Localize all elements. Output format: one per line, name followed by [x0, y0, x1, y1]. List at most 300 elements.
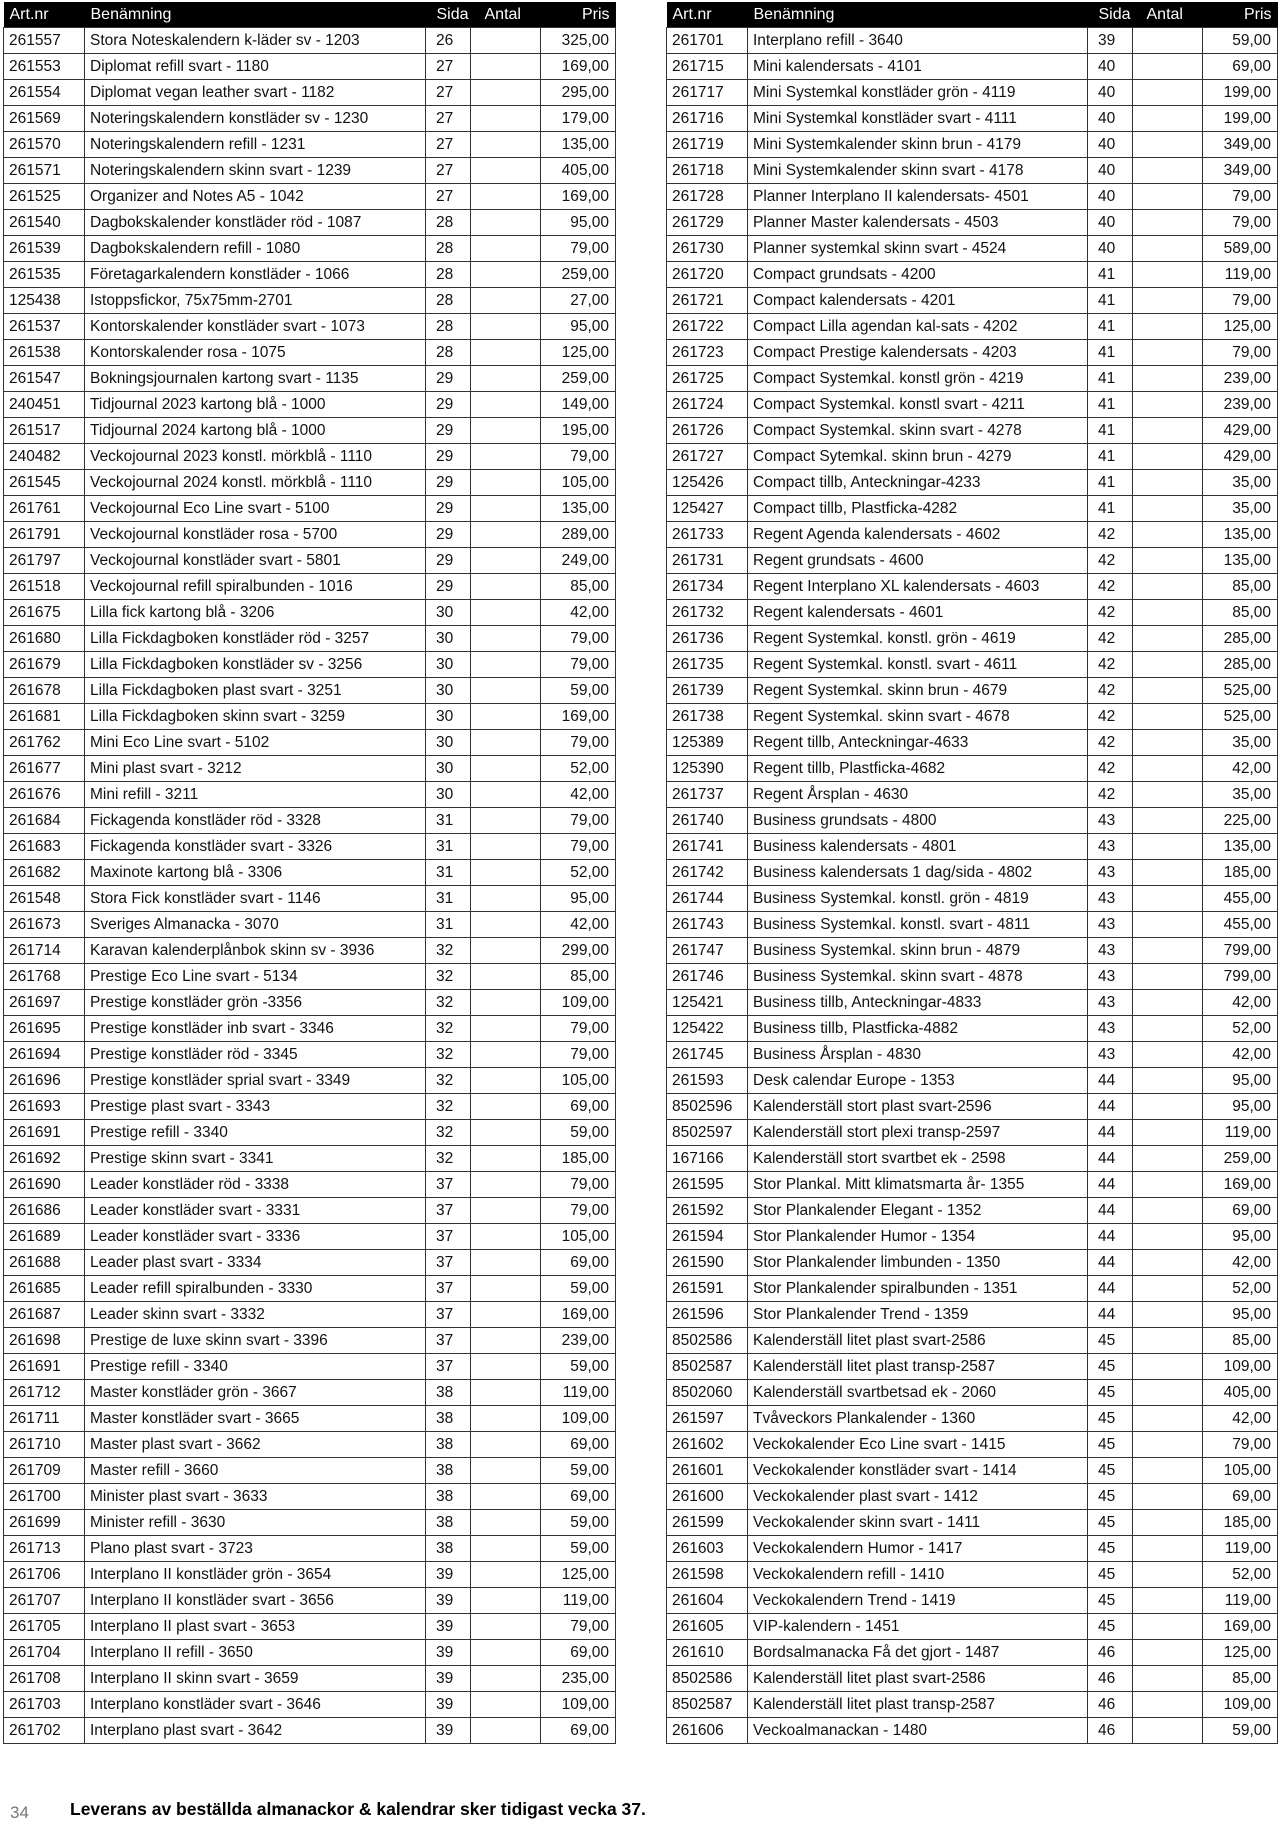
page-cell: 42	[1088, 756, 1133, 782]
art-number-cell: 125422	[667, 1016, 748, 1042]
quantity-cell	[471, 600, 541, 626]
page-cell: 30	[426, 756, 471, 782]
quantity-cell	[1133, 184, 1203, 210]
quantity-cell	[1133, 1510, 1203, 1536]
product-name-cell: Bordsalmanacka Få det gjort - 1487	[748, 1640, 1088, 1666]
price-cell: 79,00	[1203, 210, 1278, 236]
art-number-cell: 261768	[4, 964, 85, 990]
quantity-cell	[1133, 496, 1203, 522]
page-cell: 45	[1088, 1588, 1133, 1614]
table-row	[4, 912, 616, 938]
table-row	[667, 704, 1278, 730]
table-row	[4, 678, 616, 704]
product-name-cell: Interplano II konstläder grön - 3654	[85, 1562, 426, 1588]
price-cell: 79,00	[541, 1172, 616, 1198]
page-cell: 45	[1088, 1510, 1133, 1536]
art-number-cell: 261733	[667, 522, 748, 548]
quantity-cell	[471, 1250, 541, 1276]
product-name-cell: Lilla Fickdagboken skinn svart - 3259	[85, 704, 426, 730]
product-name-cell: Regent kalendersats - 4601	[748, 600, 1088, 626]
price-cell: 59,00	[541, 678, 616, 704]
header-sida: Sida	[426, 2, 471, 28]
quantity-cell	[471, 314, 541, 340]
quantity-cell	[1133, 1666, 1203, 1692]
art-number-cell: 261525	[4, 184, 85, 210]
price-cell: 199,00	[1203, 106, 1278, 132]
price-cell: 105,00	[541, 1068, 616, 1094]
quantity-cell	[1133, 834, 1203, 860]
art-number-cell: 261680	[4, 626, 85, 652]
table-row	[667, 288, 1278, 314]
price-cell: 85,00	[1203, 1328, 1278, 1354]
product-name-cell: Kalenderställ litet plast transp-2587	[748, 1354, 1088, 1380]
page-cell: 29	[426, 392, 471, 418]
table-row	[667, 236, 1278, 262]
price-cell: 79,00	[1203, 1432, 1278, 1458]
table-row	[4, 80, 616, 106]
price-cell: 135,00	[541, 496, 616, 522]
price-cell: 79,00	[541, 1614, 616, 1640]
price-cell: 405,00	[1203, 1380, 1278, 1406]
page-cell: 28	[426, 236, 471, 262]
art-number-cell: 261602	[667, 1432, 748, 1458]
page-cell: 44	[1088, 1172, 1133, 1198]
table-row	[4, 1198, 616, 1224]
product-name-cell: Stora Fick konstläder svart - 1146	[85, 886, 426, 912]
product-name-cell: Prestige konstläder sprial svart - 3349	[85, 1068, 426, 1094]
product-name-cell: Stor Plankalender Elegant - 1352	[748, 1198, 1088, 1224]
page-cell: 44	[1088, 1224, 1133, 1250]
table-row	[4, 1614, 616, 1640]
page-cell: 31	[426, 886, 471, 912]
table-row	[667, 158, 1278, 184]
table-row	[4, 1432, 616, 1458]
page-cell: 31	[426, 834, 471, 860]
page-cell: 38	[426, 1458, 471, 1484]
table-row	[4, 1172, 616, 1198]
art-number-cell: 261720	[667, 262, 748, 288]
price-cell: 35,00	[1203, 470, 1278, 496]
table-row	[667, 418, 1278, 444]
price-cell: 59,00	[541, 1510, 616, 1536]
product-name-cell: Stora Noteskalendern k-läder sv - 1203	[85, 28, 426, 54]
page-cell: 27	[426, 54, 471, 80]
page-cell: 29	[426, 548, 471, 574]
product-name-cell: Business kalendersats 1 dag/sida - 4802	[748, 860, 1088, 886]
art-number-cell: 261709	[4, 1458, 85, 1484]
art-number-cell: 261517	[4, 418, 85, 444]
table-row	[4, 964, 616, 990]
price-cell: 105,00	[541, 1224, 616, 1250]
art-number-cell: 261603	[667, 1536, 748, 1562]
table-row	[4, 1510, 616, 1536]
price-cell: 239,00	[1203, 392, 1278, 418]
quantity-cell	[471, 1354, 541, 1380]
table-row	[667, 340, 1278, 366]
product-name-cell: Veckojournal 2024 konstl. mörkblå - 1110	[85, 470, 426, 496]
table-row	[667, 964, 1278, 990]
page-cell: 43	[1088, 1042, 1133, 1068]
art-number-cell: 8502586	[667, 1328, 748, 1354]
quantity-cell	[1133, 704, 1203, 730]
quantity-cell	[1133, 1120, 1203, 1146]
product-name-cell: Business kalendersats - 4801	[748, 834, 1088, 860]
page-cell: 45	[1088, 1328, 1133, 1354]
product-name-cell: Tvåveckors Plankalender - 1360	[748, 1406, 1088, 1432]
price-cell: 149,00	[541, 392, 616, 418]
art-number-cell: 261745	[667, 1042, 748, 1068]
art-number-cell: 261600	[667, 1484, 748, 1510]
quantity-cell	[471, 444, 541, 470]
art-number-cell: 261571	[4, 158, 85, 184]
page-cell: 42	[1088, 522, 1133, 548]
art-number-cell: 8502596	[667, 1094, 748, 1120]
quantity-cell	[471, 1666, 541, 1692]
price-cell: 195,00	[541, 418, 616, 444]
quantity-cell	[1133, 808, 1203, 834]
price-cell: 52,00	[1203, 1016, 1278, 1042]
quantity-cell	[471, 1640, 541, 1666]
price-cell: 119,00	[1203, 1588, 1278, 1614]
page-cell: 45	[1088, 1614, 1133, 1640]
table-row	[4, 340, 616, 366]
price-cell: 85,00	[1203, 600, 1278, 626]
header-antal: Antal	[471, 2, 541, 28]
quantity-cell	[1133, 1458, 1203, 1484]
quantity-cell	[1133, 1042, 1203, 1068]
price-cell: 249,00	[541, 548, 616, 574]
product-name-cell: Compact tillb, Plastficka-4282	[748, 496, 1088, 522]
art-number-cell: 261729	[667, 210, 748, 236]
table-row	[667, 1276, 1278, 1302]
table-row	[4, 886, 616, 912]
table-row	[667, 808, 1278, 834]
table-row	[4, 1276, 616, 1302]
product-name-cell: Business grundsats - 4800	[748, 808, 1088, 834]
price-cell: 59,00	[541, 1354, 616, 1380]
table-row	[4, 1224, 616, 1250]
quantity-cell	[1133, 574, 1203, 600]
page-cell: 29	[426, 470, 471, 496]
product-name-cell: Prestige skinn svart - 3341	[85, 1146, 426, 1172]
art-number-cell: 261595	[667, 1172, 748, 1198]
product-name-cell: Planner Master kalendersats - 4503	[748, 210, 1088, 236]
product-name-cell: Prestige de luxe skinn svart - 3396	[85, 1328, 426, 1354]
page-cell: 40	[1088, 106, 1133, 132]
art-number-cell: 261762	[4, 730, 85, 756]
quantity-cell	[471, 860, 541, 886]
table-row	[667, 80, 1278, 106]
table-row	[4, 314, 616, 340]
price-cell: 69,00	[541, 1094, 616, 1120]
quantity-cell	[471, 1510, 541, 1536]
price-cell: 69,00	[541, 1640, 616, 1666]
page-cell: 38	[426, 1380, 471, 1406]
quantity-cell	[1133, 1276, 1203, 1302]
quantity-cell	[1133, 80, 1203, 106]
page-cell: 44	[1088, 1276, 1133, 1302]
page-cell: 40	[1088, 80, 1133, 106]
page-cell: 29	[426, 444, 471, 470]
table-row	[667, 392, 1278, 418]
table-row	[667, 1120, 1278, 1146]
quantity-cell	[471, 418, 541, 444]
table-row	[4, 184, 616, 210]
art-number-cell: 261695	[4, 1016, 85, 1042]
page-cell: 44	[1088, 1146, 1133, 1172]
price-cell: 259,00	[541, 262, 616, 288]
product-name-cell: Interplano II refill - 3650	[85, 1640, 426, 1666]
table-row	[667, 1406, 1278, 1432]
quantity-cell	[471, 340, 541, 366]
product-table-right	[666, 2, 1278, 1744]
table-row	[667, 1718, 1278, 1744]
table-row	[4, 938, 616, 964]
page-cell: 45	[1088, 1484, 1133, 1510]
price-cell: 35,00	[1203, 730, 1278, 756]
quantity-cell	[471, 886, 541, 912]
price-cell: 285,00	[1203, 652, 1278, 678]
quantity-cell	[1133, 1250, 1203, 1276]
quantity-cell	[1133, 54, 1203, 80]
price-cell: 135,00	[1203, 548, 1278, 574]
page-cell: 26	[426, 28, 471, 54]
table-row	[667, 730, 1278, 756]
table-row	[4, 652, 616, 678]
price-cell: 79,00	[541, 808, 616, 834]
price-cell: 79,00	[541, 834, 616, 860]
page-cell: 38	[426, 1406, 471, 1432]
table-row	[4, 470, 616, 496]
quantity-cell	[471, 236, 541, 262]
price-cell: 199,00	[1203, 80, 1278, 106]
table-row	[667, 184, 1278, 210]
page-cell: 32	[426, 938, 471, 964]
art-number-cell: 261722	[667, 314, 748, 340]
product-name-cell: Dagbokskalendern refill - 1080	[85, 236, 426, 262]
product-name-cell: Compact Systemkal. konstl svart - 4211	[748, 392, 1088, 418]
art-number-cell: 261599	[667, 1510, 748, 1536]
product-name-cell: Interplano II skinn svart - 3659	[85, 1666, 426, 1692]
table-row	[667, 1588, 1278, 1614]
price-cell: 59,00	[541, 1120, 616, 1146]
art-number-cell: 125421	[667, 990, 748, 1016]
art-number-cell: 261706	[4, 1562, 85, 1588]
table-row	[4, 418, 616, 444]
product-name-cell: Karavan kalenderplånbok skinn sv - 3936	[85, 938, 426, 964]
product-name-cell: Dagbokskalender konstläder röd - 1087	[85, 210, 426, 236]
table-row	[4, 236, 616, 262]
product-name-cell: Interplano refill - 3640	[748, 28, 1088, 54]
product-name-cell: Prestige refill - 3340	[85, 1120, 426, 1146]
art-number-cell: 261740	[667, 808, 748, 834]
art-number-cell: 261594	[667, 1224, 748, 1250]
product-name-cell: Prestige plast svart - 3343	[85, 1094, 426, 1120]
art-number-cell: 261710	[4, 1432, 85, 1458]
product-name-cell: Planner Interplano II kalendersats- 4501	[748, 184, 1088, 210]
page-cell: 27	[426, 80, 471, 106]
art-number-cell: 261548	[4, 886, 85, 912]
table-row	[4, 1146, 616, 1172]
product-name-cell: Regent Interplano XL kalendersats - 4603	[748, 574, 1088, 600]
quantity-cell	[1133, 418, 1203, 444]
table-row	[4, 1640, 616, 1666]
product-name-cell: Veckojournal Eco Line svart - 5100	[85, 496, 426, 522]
art-number-cell: 261675	[4, 600, 85, 626]
product-name-cell: Stor Plankalender Trend - 1359	[748, 1302, 1088, 1328]
table-row	[667, 1692, 1278, 1718]
table-row	[667, 626, 1278, 652]
price-cell: 42,00	[541, 782, 616, 808]
table-row	[4, 1250, 616, 1276]
page-cell: 31	[426, 860, 471, 886]
page-cell: 43	[1088, 938, 1133, 964]
art-number-cell: 261723	[667, 340, 748, 366]
page-cell: 39	[426, 1640, 471, 1666]
header-name: Benämning	[85, 2, 426, 28]
quantity-cell	[471, 80, 541, 106]
product-name-cell: Prestige konstläder inb svart - 3346	[85, 1016, 426, 1042]
quantity-cell	[1133, 288, 1203, 314]
product-name-cell: VIP-kalendern - 1451	[748, 1614, 1088, 1640]
art-number-cell: 261691	[4, 1354, 85, 1380]
quantity-cell	[471, 782, 541, 808]
page-cell: 43	[1088, 912, 1133, 938]
product-name-cell: Lilla Fickdagboken plast svart - 3251	[85, 678, 426, 704]
page-cell: 32	[426, 964, 471, 990]
product-name-cell: Business Systemkal. konstl. grön - 4819	[748, 886, 1088, 912]
art-number-cell: 261537	[4, 314, 85, 340]
page-cell: 46	[1088, 1640, 1133, 1666]
price-cell: 95,00	[1203, 1302, 1278, 1328]
table-row	[4, 444, 616, 470]
product-name-cell: Veckokalender skinn svart - 1411	[748, 1510, 1088, 1536]
table-row	[667, 990, 1278, 1016]
price-cell: 109,00	[541, 1692, 616, 1718]
quantity-cell	[471, 730, 541, 756]
product-name-cell: Fickagenda konstläder röd - 3328	[85, 808, 426, 834]
art-number-cell: 261698	[4, 1328, 85, 1354]
quantity-cell	[471, 1016, 541, 1042]
quantity-cell	[1133, 236, 1203, 262]
price-cell: 125,00	[541, 1562, 616, 1588]
price-cell: 42,00	[1203, 990, 1278, 1016]
table-row	[667, 262, 1278, 288]
price-cell: 119,00	[1203, 1536, 1278, 1562]
art-number-cell: 261742	[667, 860, 748, 886]
quantity-cell	[471, 1406, 541, 1432]
art-number-cell: 125389	[667, 730, 748, 756]
art-number-cell: 125427	[667, 496, 748, 522]
table-row	[667, 444, 1278, 470]
quantity-cell	[1133, 1328, 1203, 1354]
price-cell: 109,00	[541, 990, 616, 1016]
table-row	[667, 1042, 1278, 1068]
table-row	[4, 782, 616, 808]
price-cell: 69,00	[1203, 54, 1278, 80]
art-number-cell: 261540	[4, 210, 85, 236]
price-cell: 79,00	[541, 1042, 616, 1068]
price-cell: 455,00	[1203, 886, 1278, 912]
page-cell: 41	[1088, 262, 1133, 288]
page-cell: 38	[426, 1536, 471, 1562]
page-cell: 45	[1088, 1458, 1133, 1484]
page-cell: 46	[1088, 1666, 1133, 1692]
art-number-cell: 261721	[667, 288, 748, 314]
product-name-cell: Regent tillb, Anteckningar-4633	[748, 730, 1088, 756]
table-row	[4, 1666, 616, 1692]
page-cell: 41	[1088, 314, 1133, 340]
price-cell: 119,00	[541, 1380, 616, 1406]
table-row	[667, 1224, 1278, 1250]
quantity-cell	[1133, 1302, 1203, 1328]
art-number-cell: 261692	[4, 1146, 85, 1172]
header-antal: Antal	[1133, 2, 1203, 28]
art-number-cell: 261708	[4, 1666, 85, 1692]
page-cell: 37	[426, 1172, 471, 1198]
art-number-cell: 261687	[4, 1302, 85, 1328]
product-name-cell: Noteringskalendern skinn svart - 1239	[85, 158, 426, 184]
art-number-cell: 167166	[667, 1146, 748, 1172]
page-cell: 41	[1088, 418, 1133, 444]
price-cell: 239,00	[541, 1328, 616, 1354]
page-cell: 41	[1088, 392, 1133, 418]
product-name-cell: Regent Agenda kalendersats - 4602	[748, 522, 1088, 548]
quantity-cell	[471, 470, 541, 496]
product-name-cell: Compact Lilla agendan kal-sats - 4202	[748, 314, 1088, 340]
quantity-cell	[1133, 678, 1203, 704]
quantity-cell	[1133, 106, 1203, 132]
art-number-cell: 8502587	[667, 1692, 748, 1718]
product-name-cell: Business Årsplan - 4830	[748, 1042, 1088, 1068]
product-name-cell: Master konstläder grön - 3667	[85, 1380, 426, 1406]
page-cell: 44	[1088, 1068, 1133, 1094]
price-cell: 349,00	[1203, 158, 1278, 184]
table-row	[4, 106, 616, 132]
art-number-cell: 261691	[4, 1120, 85, 1146]
product-name-cell: Kalenderställ stort svartbet ek - 2598	[748, 1146, 1088, 1172]
art-number-cell: 8502587	[667, 1354, 748, 1380]
delivery-note: Leverans av beställda almanackor & kalendrar sker tidigast vecka 37.	[70, 1799, 646, 1819]
product-name-cell: Kalenderställ stort plexi transp-2597	[748, 1120, 1088, 1146]
quantity-cell	[471, 1692, 541, 1718]
price-cell: 169,00	[541, 1302, 616, 1328]
price-cell: 299,00	[541, 938, 616, 964]
quantity-cell	[471, 132, 541, 158]
quantity-cell	[471, 1328, 541, 1354]
product-name-cell: Veckojournal konstläder rosa - 5700	[85, 522, 426, 548]
page-cell: 27	[426, 132, 471, 158]
art-number-cell: 261702	[4, 1718, 85, 1744]
table-row	[667, 886, 1278, 912]
art-number-cell: 261673	[4, 912, 85, 938]
header-name: Benämning	[748, 2, 1088, 28]
table-row	[667, 1146, 1278, 1172]
art-number-cell: 261689	[4, 1224, 85, 1250]
art-number-cell: 261601	[667, 1458, 748, 1484]
art-number-cell: 261739	[667, 678, 748, 704]
product-name-cell: Kontorskalender konstläder svart - 1073	[85, 314, 426, 340]
art-number-cell: 261604	[667, 1588, 748, 1614]
quantity-cell	[471, 1224, 541, 1250]
art-number-cell: 261683	[4, 834, 85, 860]
table-row	[667, 1068, 1278, 1094]
page-cell: 29	[426, 418, 471, 444]
art-number-cell: 261676	[4, 782, 85, 808]
price-cell: 235,00	[541, 1666, 616, 1692]
art-number-cell: 261736	[667, 626, 748, 652]
table-row	[4, 1302, 616, 1328]
